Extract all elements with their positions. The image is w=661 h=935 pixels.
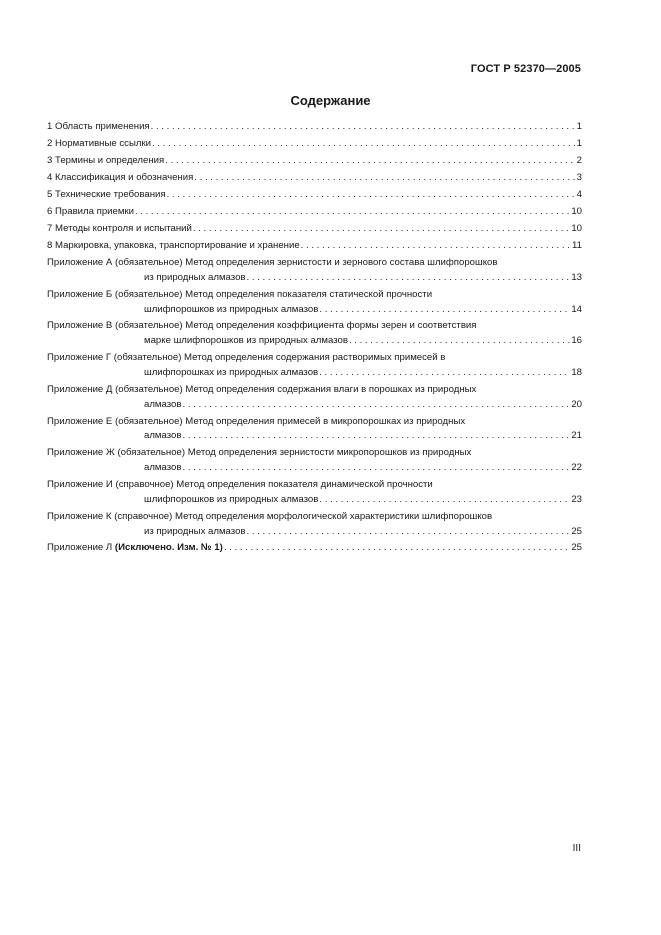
toc-annex-entry (47, 446, 582, 476)
dot-leader (165, 154, 575, 169)
toc-entry-page: 1 (576, 138, 582, 149)
toc-entry-page: 4 (576, 189, 582, 200)
toc-entry-page: 3 (576, 172, 582, 183)
toc-annex-entry (47, 415, 582, 445)
annex-title: Приложение Г (обязательное) Метод определения содержания растворимых примесей в (47, 352, 446, 364)
dot-leader (167, 188, 576, 203)
annex-title: Приложение И (справочное) Метод определения показателя динамической прочности (47, 478, 433, 490)
annex-title-cont: из природных алмазов (144, 271, 246, 283)
excluded-note: (Исключено. Изм. № 1) (114, 542, 223, 554)
page-number: III (572, 843, 581, 854)
dot-leader (319, 303, 570, 318)
page-title: Содержание (290, 93, 371, 108)
toc-entry-text: 2 Нормативные ссылки (47, 138, 152, 149)
toc-annex-entry (47, 256, 582, 286)
toc-entry-page: 18 (571, 367, 582, 379)
toc-annex-entry (47, 478, 582, 508)
toc-entry-page: 1 (576, 121, 582, 132)
dot-leader (135, 205, 570, 220)
toc-entry (47, 188, 582, 203)
toc-entry-page: 16 (571, 335, 582, 347)
toc-entry (47, 154, 582, 169)
toc-entry-page: 11 (572, 240, 582, 251)
toc-entry-page: 2 (576, 155, 582, 166)
toc-annex-entry (47, 288, 582, 318)
toc-entry-page: 25 (571, 525, 582, 537)
dot-leader (193, 222, 570, 237)
toc-entry-text: 4 Классификация и обозначения (47, 172, 194, 183)
annex-title-cont: шлифпорошках из природных алмазов (144, 367, 319, 379)
dot-leader (319, 366, 570, 381)
dot-leader (301, 239, 571, 254)
toc-entry-text: 8 Маркировка, упаковка, транспортирование и хранение (47, 240, 300, 251)
dot-leader (247, 271, 571, 286)
annex-title-cont: алмазов (144, 462, 182, 474)
dot-leader (182, 398, 570, 413)
toc-entry-page: 13 (571, 271, 582, 283)
dot-leader (151, 120, 576, 135)
toc-annex-entry (47, 351, 582, 381)
toc-entry-page: 14 (571, 303, 582, 315)
toc-annex-entry-excluded (47, 541, 582, 556)
dot-leader (247, 525, 571, 540)
toc-entry-text: 7 Методы контроля и испытаний (47, 223, 192, 234)
toc-entry-page: 25 (571, 542, 582, 554)
annex-title: Приложение Ж (обязательное) Метод определения зернистости микропорошков из природных (47, 447, 472, 459)
annex-title-cont: алмазов (144, 398, 182, 410)
toc-entry-page: 22 (571, 462, 582, 474)
toc-entry-text: 1 Область применения (47, 121, 150, 132)
dot-leader (319, 493, 570, 508)
annex-title: Приложение В (обязательное) Метод определения коэффициента формы зерен и соответствия (47, 320, 477, 332)
annex-title: Приложение Е (обязательное) Метод определения примесей в микропорошках из природных (47, 415, 466, 427)
dot-leader (182, 429, 570, 444)
toc-entry-text (47, 541, 223, 556)
toc-entry (47, 120, 582, 135)
dot-leader (194, 171, 575, 186)
toc-annex-entry (47, 319, 582, 349)
toc-annex-entry (47, 510, 582, 540)
toc-entry (47, 205, 582, 220)
toc-entry-page: 10 (571, 206, 582, 217)
toc-entry-text: 5 Технические требования (47, 189, 166, 200)
toc-entry-page: 23 (571, 493, 582, 505)
toc-entry-page: 20 (571, 398, 582, 410)
annex-title-cont: из природных алмазов (144, 525, 246, 537)
toc-entry (47, 137, 582, 152)
toc-entry-text: 3 Термины и определения (47, 155, 165, 166)
toc-entry-text: 6 Правила приемки (47, 206, 134, 217)
toc-entry-page: 21 (571, 430, 582, 442)
annex-title-cont: алмазов (144, 430, 182, 442)
annex-title: Приложение Б (обязательное) Метод определения показателя статической прочности (47, 288, 433, 300)
toc-entry-page: 10 (571, 223, 582, 234)
annex-title: Приложение К (справочное) Метод определения морфологической характеристики шлифпорошков (47, 510, 493, 522)
dot-leader (152, 137, 576, 152)
dot-leader (182, 461, 570, 476)
annex-prefix: Приложение Л (47, 542, 115, 554)
annex-title-cont: шлифпорошков из природных алмазов (144, 303, 319, 315)
annex-title-cont: шлифпорошков из природных алмазов (144, 493, 319, 505)
toc-entry (47, 239, 582, 254)
dot-leader (349, 334, 570, 349)
dot-leader (224, 541, 571, 556)
toc-entry (47, 222, 582, 237)
toc-entry (47, 171, 582, 186)
table-of-contents (47, 120, 582, 558)
annex-title-cont: марке шлифпорошков из природных алмазов (144, 335, 348, 347)
annex-title: Приложение Д (обязательное) Метод определения содержания влаги в порошках из природных (47, 383, 477, 395)
toc-annex-entry (47, 383, 582, 413)
document-code: ГОСТ Р 52370—2005 (470, 63, 581, 75)
annex-title: Приложение А (обязательное) Метод определения зернистости и зернового состава шлифпорошков (47, 257, 498, 268)
